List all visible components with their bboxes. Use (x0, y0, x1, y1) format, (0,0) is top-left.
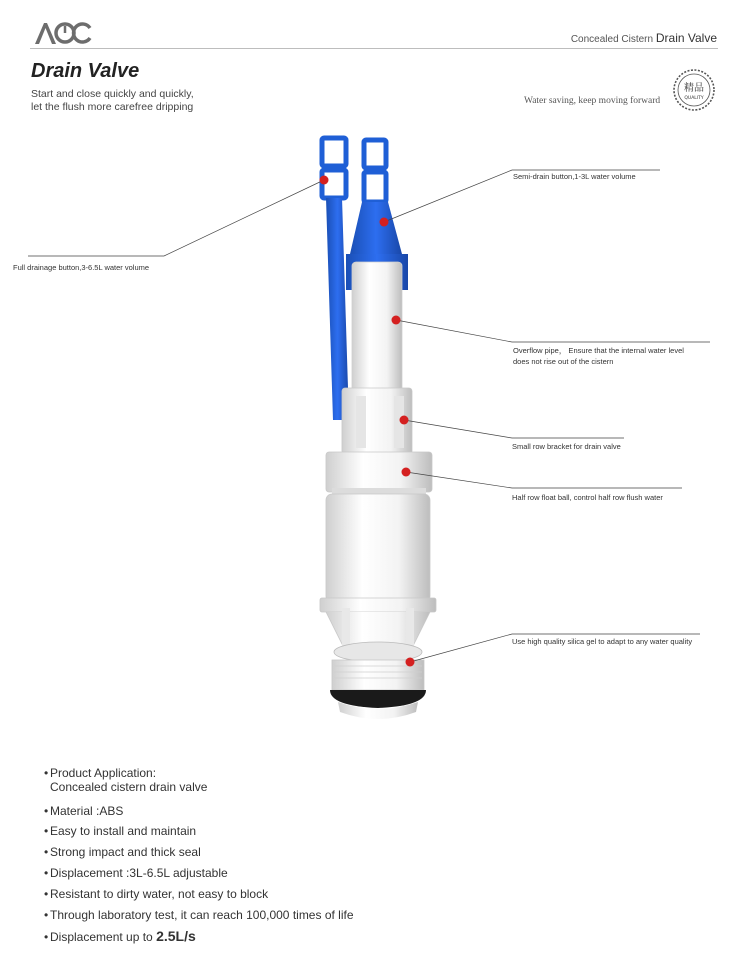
bullet: • (44, 930, 49, 944)
overflow-pipe (352, 262, 402, 392)
feature-item (44, 908, 354, 922)
callout-semi-drain (513, 171, 636, 182)
callout-overflow-pipe (513, 345, 684, 367)
bullet: • (44, 824, 49, 838)
feature-item (44, 887, 268, 901)
feature-item (44, 824, 196, 838)
callout-full-drainage (13, 262, 149, 273)
silica-gel-seal (330, 642, 426, 719)
bullet: • (44, 866, 49, 880)
seal-top-text: 精品 (684, 83, 704, 94)
callout-line: Half row float ball, control half row flush water (512, 493, 663, 502)
bullet: • (44, 845, 49, 859)
feature-text: Product Application: (50, 766, 157, 780)
bullet: • (44, 908, 49, 922)
bullet: • (44, 804, 49, 818)
callout-line: Use high quality silica gel to adapt to any water quality (512, 637, 693, 646)
bullet: • (44, 766, 49, 780)
feature-text: Concealed cistern drain valve (50, 780, 208, 794)
callout-half-row-float (512, 492, 663, 503)
half-row-float-ball (326, 452, 432, 496)
slogan: Water saving, keep moving forward (524, 96, 661, 106)
callout-small-row-bracket (512, 441, 621, 452)
subtitle-line: Start and close quickly and quickly, (31, 88, 194, 100)
callout-line: Full drainage button,3-6.5L water volume (13, 263, 150, 272)
feature-item (44, 928, 196, 944)
feature-text: Displacement :3L-6.5L adjustable (50, 866, 228, 880)
callout-silica-gel (512, 636, 692, 647)
subtitle-line: let the flush more carefree dripping (31, 101, 194, 113)
feature-text: Strong impact and thick seal (50, 845, 201, 859)
feature-text: Easy to install and maintain (50, 824, 197, 838)
page-title: Drain Valve (31, 60, 140, 82)
seal-bottom-text: QUALITY (684, 96, 704, 101)
feature-highlight: 2.5L/s (156, 928, 196, 944)
header-category-emphasis: Drain Valve (655, 31, 717, 45)
callout-line: Small row bracket for drain valve (512, 442, 621, 451)
valve-body (320, 494, 436, 648)
feature-item (44, 866, 228, 880)
feature-text: Material :ABS (50, 804, 124, 818)
feature-text: Through laboratory test, it can reach 100,000 times of life (50, 908, 354, 922)
feature-item (44, 766, 207, 794)
callout-line: Semi-drain button,1-3L water volume (513, 172, 636, 181)
feature-item (44, 845, 201, 859)
bullet: • (44, 887, 49, 901)
callout-line: does not rise out of the cistern (513, 357, 614, 366)
header-category-prefix: Concealed Cistern (570, 34, 654, 45)
feature-text: Resistant to dirty water, not easy to block (50, 887, 269, 901)
feature-text: Displacement up to (50, 930, 157, 944)
callout-line: Overflow pipe， Ensure that the internal water level (513, 346, 684, 355)
feature-item (44, 804, 123, 818)
